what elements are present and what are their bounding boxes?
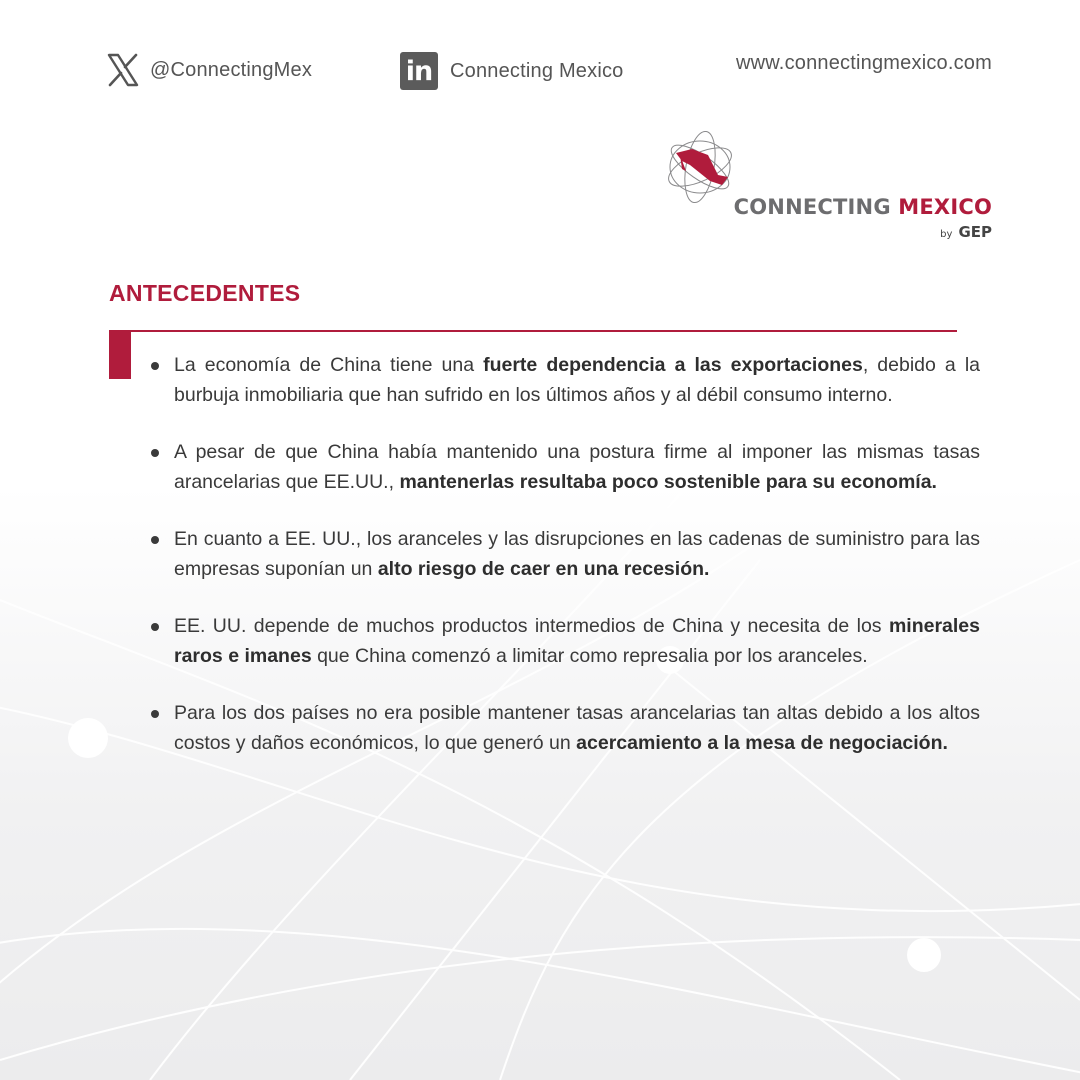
bullet-item: Para los dos países no era posible mantener tasas arancelarias tan altas debido a los altos costos y daños económicos, lo que generó un acercamiento a la mesa de negociación. <box>148 698 980 758</box>
bullet-item: EE. UU. depende de muchos productos intermedios de China y necesita de los minerales raros e imanes que China comenzó a limitar como represalia por los aranceles. <box>148 611 980 671</box>
by-company: GEP <box>958 223 992 241</box>
website-url: www.connectingmexico.com <box>735 52 992 74</box>
bullet-item: En cuanto a EE. UU., los aranceles y las disrupciones en las cadenas de suministro para las empresas suponían un alto riesgo de caer en una recesión. <box>148 524 980 584</box>
section-divider <box>109 330 957 332</box>
accent-marker <box>109 332 131 379</box>
bullet-list <box>148 350 980 785</box>
bullet-emphasis: mantenerlas resultaba poco sostenible para su economía. <box>399 471 937 493</box>
network-node <box>68 718 108 758</box>
section-title: ANTECEDENTES <box>109 280 301 306</box>
header-bar <box>106 52 992 96</box>
website-link[interactable] <box>736 52 992 75</box>
brand-name <box>734 195 992 219</box>
bullet-item: La economía de China tiene una fuerte dependencia a las exportaciones, debido a la burbuja inmobiliaria que han sufrido en los últimos años y al débil consumo interno. <box>148 350 980 410</box>
linkedin-name: Connecting Mexico <box>450 59 624 82</box>
brand-byline <box>940 223 992 241</box>
linkedin-link[interactable] <box>400 52 624 90</box>
twitter-link[interactable] <box>106 52 312 88</box>
connecting-mexico-logo <box>662 125 992 245</box>
bullet-emphasis: fuerte dependencia a las exportaciones <box>483 354 863 376</box>
x-twitter-icon <box>106 52 140 88</box>
bullet-emphasis: alto riesgo de caer en una recesión. <box>377 558 710 580</box>
brand-mexico: MEXICO <box>898 195 992 219</box>
linkedin-icon: in <box>400 52 438 90</box>
bullet-emphasis: minerales raros e imanes <box>174 615 980 667</box>
network-node <box>907 938 941 972</box>
bullet-emphasis: acercamiento a la mesa de negociación. <box>576 732 948 754</box>
brand-connecting: CONNECTING <box>733 195 891 219</box>
twitter-handle: @ConnectingMex <box>150 58 313 81</box>
by-text: by <box>940 229 953 240</box>
bullet-item: A pesar de que China había mantenido una postura firme al imponer las mismas tasas arancelarias que EE.UU., mantenerlas resultaba poco sostenible para su economía. <box>148 437 980 497</box>
logo-globe-icon <box>662 125 742 215</box>
